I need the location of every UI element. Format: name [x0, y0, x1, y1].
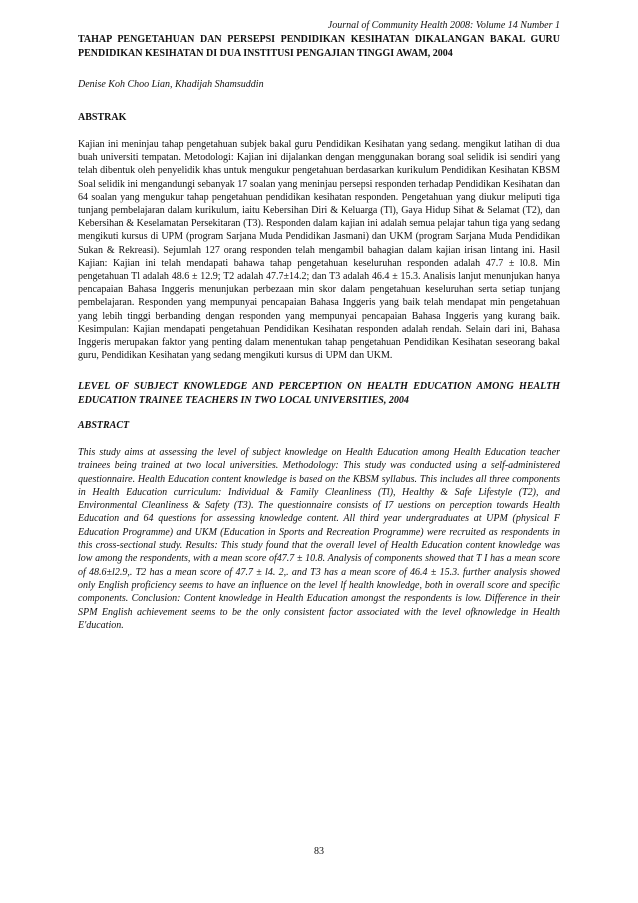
- abstract-heading: ABSTRACT: [78, 420, 130, 431]
- malay-title: TAHAP PENGETAHUAN DAN PERSEPSI PENDIDIKAN KESIHATAN DIKALANGAN BAKAL GURU PENDIDIKAN KESIHATAN DI DUA INSTITUSI PENGAJIAN TINGGI AWAM, 2004: [78, 34, 560, 59]
- english-title: LEVEL OF SUBJECT KNOWLEDGE AND PERCEPTION ON HEALTH EDUCATION AMONG HEALTH EDUCATION TRAINEE TEACHERS IN TWO LOCAL UNIVERSITIES, 2004: [78, 381, 560, 406]
- abstract-body: This study aims at assessing the level of subject knowledge on Health Education among Health Education teacher trainees being trained at two local universities. Methodology: This study was conducted using a self-administered questionnaire. Health Education content knowledge is based on the KBSM syllabus. This includes all three components in Health Education curriculum: Individual & Family Cleanliness (Tl), Healthy & Safe Lifestyle (T2), and Environmental Cleanliness & Safety (T3). The questionnaire consists of I7 uestions on perception towards Health Education and 64 questions for assessing knowledge content. All third year undergraduates at UPM (physical F Education Programme) and UKM (Education in Sports and Recreation Programme) were recruited as respondents in this cross-sectional study. Results: This study found that the overall level of Health Education content knowledge was low among the respondents, with a mean score of47.7 ± 10.8. Analysis of components showed that T I has a mean score of 48.6±l2.9,. T2 has a mean score of 47.7 ± l4. 2,. and T3 has a mean score of 46.4 ± 15.3. further analysis showed only English proficiency seems to have an influence on the level lf health knowledge, both in overall score and specific components. Conclusion: Content knowledge in Health Education amongst the respondents is low. Difference in their SPM English achievement seems to be the only consistent factor associated with the level ofknowledge in Health E'ducation.: [78, 447, 560, 631]
- abstrak-heading: ABSTRAK: [78, 112, 127, 123]
- abstrak-body: Kajian ini meninjau tahap pengetahuan subjek bakal guru Pendidikan Kesihatan yang sedang. mengikut latihan di dua buah universiti tempatan. Metodologi: Kajian ini dijalankan dengan menggunakan borang soal selidik isi sendiri yang telah dibentuk oleh penyelidik khas untuk mengukur pengetahuan berdasarkan kurikulum Pendidikan Kesihatan KBSM Soal selidik ini mengandungi sebanyak 17 soalan yang meninjau persepsi responden terhadap Pendidikan Kesihatan dan 64 soalan yang mengukur tahap pengetahuan pendidikan kesihatan responden. Pengetahuan yang diukur meliputi tiga tunjang pembelajaran dalam kurikulum, iaitu Kebersihan Diri & Keluarga (Tl), Gaya Hidup Sihat & Selamat (T2), dan Kebersihan & Keselamatan Persekitaran (T3). Responden dalam kajian ini adalah semua pelajar tahun tiga yang sedang mengikuti kursus di UPM (program Sarjana Muda Pendidikan Jasmani) dan UKM (program Sarjana Muda Pendidikan Sukan & Rekreasi). Sejumlah 127 orang responden telah mengambil bahagian dalam kajian irisan lintang ini. Hasil Kajian: Kajian ini telah mendapati bahawa tahap pengetahuan keseluruhan responden adalah 47.7 ± l0.8. Min pengetahuan Tl adalah 48.6 ± 12.9; T2 adalah 47.7±14.2; dan T3 adalah 46.4 ± 15.3. Analisis lanjut menunjukan hanya pencapaian Bahasa Inggeris menunjukan perbezaan min skor dalam pengetahuan keseluruhan serta setiap tunjang pembelajaran. Responden yang mempunyai pencapaian Bahasa Inggeris yang baik telah mendapat min pengetahuan yang lebih tinggi berbanding dengan responden yang mempunyai pencapaian Bahasa Inggeris yang kurang baik. Kesimpulan: Kajian mendapati pengetahuan Pendidikan Kesihatan responden adalah rendah. Selain dari ini, Bahasa Inggeris merupakan faktor yang penting dalam menentukan tahap pengetahuan Pendidikan Kesihatan seseorang bakal guru, Pendidikan Kesihatan yang sedang mengikuti kursus di UPM dan UKM.: [78, 139, 560, 362]
- author-list: Denise Koh Choo Lian, Khadijah Shamsuddin: [78, 79, 264, 90]
- page-number: 83: [314, 846, 324, 857]
- running-header: Journal of Community Health 2008: Volume 14 Number 1: [327, 20, 560, 31]
